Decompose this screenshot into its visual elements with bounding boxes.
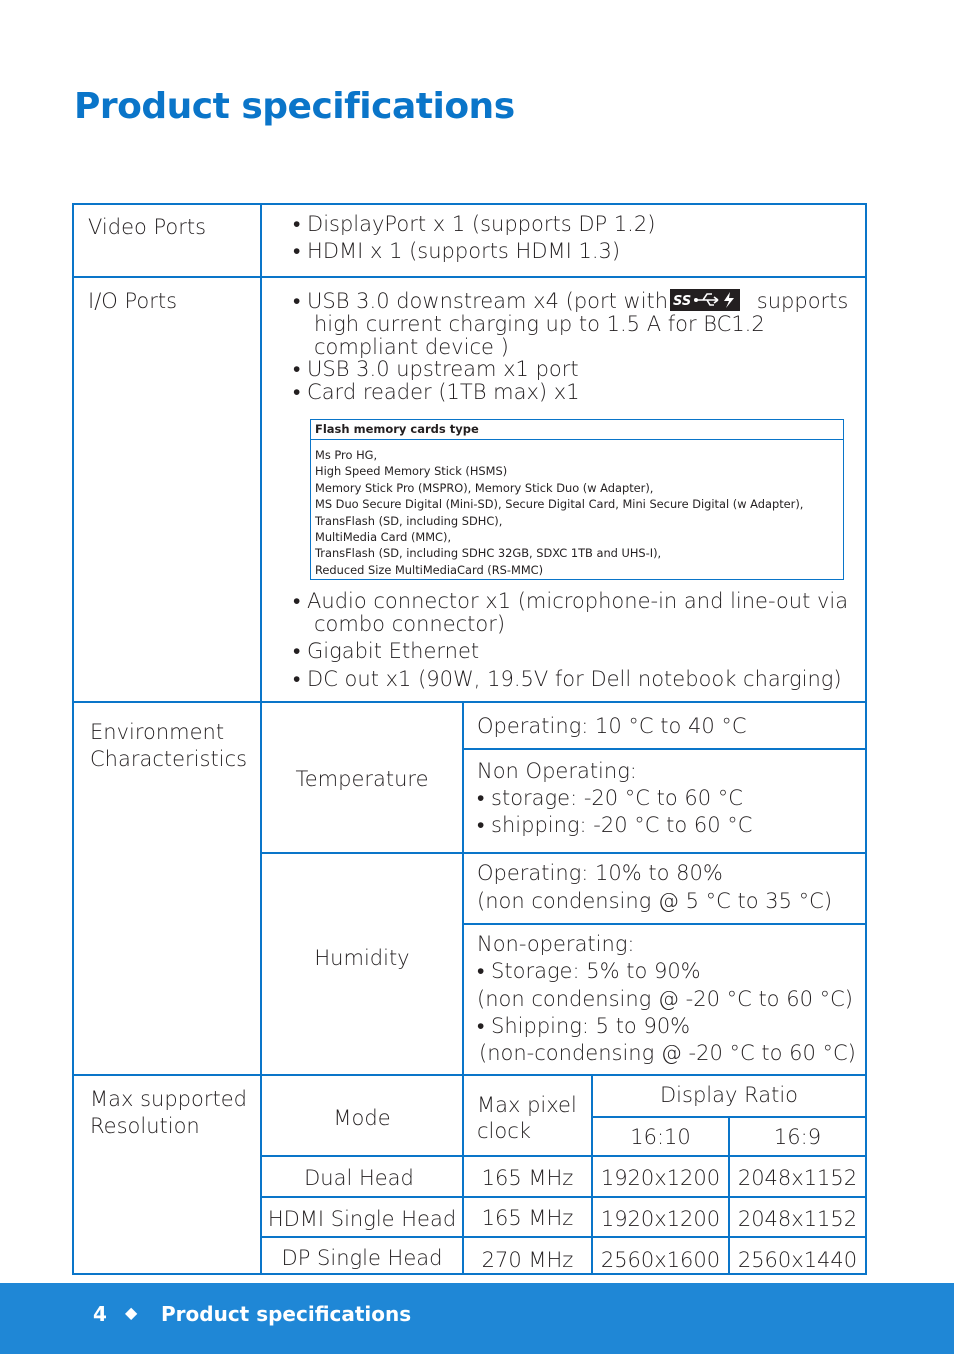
ratio-16-9-header: 16:9 (773, 1125, 822, 1149)
flash-memory-cards-list (311, 440, 843, 578)
mode-header: Mode (333, 1106, 391, 1130)
io-gigabit-ethernet: • Gigabit Ethernet (293, 639, 480, 663)
flash-card-item: MS Duo Secure Digital (Mini-SD), Secure Digital Card, Mini Secure Digital (w Adapter), (315, 497, 804, 512)
temperature-storage: • storage: -20 °C to 60 °C (477, 786, 743, 810)
resolution-16-9-cell: 2048x1152 (737, 1166, 858, 1190)
io-usb-downstream-text: • USB 3.0 downstream x4 (port with (293, 289, 669, 313)
flash-card-item: Reduced Size MultiMediaCard (RS-MMC) (315, 562, 544, 577)
clock-cell: 165 MHz (481, 1206, 574, 1230)
environment-label-line2: Characteristics (90, 747, 248, 771)
page-footer (0, 1283, 954, 1354)
humidity-storage-condition: (non condensing @ -20 °C to 60 °C) (477, 987, 853, 1011)
page-number: 4 (93, 1302, 107, 1326)
video-ports-label: Video Ports (88, 215, 207, 239)
io-usb-upstream: • USB 3.0 upstream x1 port (293, 357, 579, 381)
mode-cell: DP Single Head (281, 1246, 443, 1270)
table-border-top (72, 203, 867, 205)
row-divider-dual-head (260, 1196, 867, 1198)
ratio-16-10-header: 16:10 (630, 1125, 691, 1149)
flash-card-item: High Speed Memory Stick (HSMS) (315, 464, 508, 479)
io-audio-connector-line2: combo connector) (314, 612, 506, 636)
row-divider-hum-op (462, 923, 867, 925)
svg-text:SS: SS (673, 294, 692, 309)
table-border-right (865, 203, 867, 1275)
max-pixel-clock-header-line1: Max pixel (477, 1093, 577, 1117)
humidity-storage: • Storage: 5% to 90% (477, 959, 701, 983)
io-usb-downstream-text-b: supports (756, 289, 849, 313)
row-divider-environment (72, 1074, 867, 1076)
io-dc-out: • DC out x1 (90W, 19.5V for Dell notebook charging) (293, 667, 842, 691)
temperature-shipping: • shipping: -20 °C to 60 °C (477, 813, 753, 837)
flash-card-item: Ms Pro HG, (315, 448, 378, 462)
row-divider-io (72, 701, 867, 703)
mode-cell: Dual Head (304, 1166, 414, 1190)
flash-card-item: TransFlash (SD, including SDHC 32GB, SDXC 1TB and UHS-I), (315, 546, 662, 561)
page-title: Product specifications (74, 86, 515, 127)
flash-memory-cards-box (310, 419, 844, 580)
temperature-non-operating-title: Non Operating: (477, 759, 637, 783)
row-divider-temp-op (462, 748, 867, 750)
resolution-16-10-cell: 1920x1200 (600, 1166, 721, 1190)
row-divider-res-header (260, 1155, 867, 1157)
resolution-label-line1: Max supported (90, 1087, 247, 1111)
humidity-label: Humidity (314, 946, 410, 970)
diamond-separator-icon: ◆ (125, 1303, 138, 1322)
humidity-operating: Operating: 10% to 80% (477, 861, 723, 885)
resolution-label-line2: Resolution (90, 1114, 200, 1138)
flash-card-item: Memory Stick Pro (MSPRO), Memory Stick Duo (w Adapter), (315, 480, 654, 495)
io-audio-connector: • Audio connector x1 (microphone-in and line-out via (293, 589, 849, 613)
max-pixel-clock-header-line2: clock (477, 1119, 531, 1143)
humidity-shipping: • Shipping: 5 to 90% (477, 1014, 691, 1038)
flash-card-item: TransFlash (SD, including SDHC), (315, 513, 503, 528)
mode-cell: HDMI Single Head (267, 1207, 457, 1231)
resolution-16-9-cell: 2560x1440 (737, 1248, 858, 1272)
humidity-shipping-condition: (non-condensing @ -20 °C to 60 °C) (479, 1041, 856, 1065)
footer-section-title: Product specifications (161, 1302, 412, 1326)
humidity-non-operating-title: Non-operating: (477, 932, 635, 956)
clock-cell: 165 MHz (481, 1166, 574, 1190)
flash-memory-cards-header: Flash memory cards type (311, 420, 843, 440)
video-port-hdmi: • HDMI x 1 (supports HDMI 1.3) (293, 239, 621, 263)
io-usb-downstream-line3: compliant device ) (314, 335, 509, 359)
video-port-displayport: • DisplayPort x 1 (supports DP 1.2) (293, 212, 656, 236)
temperature-operating: Operating: 10 °C to 40 °C (477, 714, 747, 738)
row-divider-hdmi-single (260, 1236, 867, 1238)
temperature-label: Temperature (295, 767, 429, 791)
environment-label-line1: Environment (90, 720, 225, 744)
flash-card-item: MultiMedia Card (MMC), (315, 530, 452, 545)
row-divider-temperature (260, 852, 867, 854)
resolution-16-9-cell: 2048x1152 (737, 1207, 858, 1231)
resolution-16-10-cell: 2560x1600 (600, 1248, 721, 1272)
display-ratio-header: Display Ratio (660, 1083, 798, 1107)
humidity-operating-condition: (non condensing @ 5 °C to 35 °C) (477, 889, 833, 913)
io-ports-label: I/O Ports (88, 289, 178, 313)
io-card-reader: • Card reader (1TB max) x1 (293, 380, 580, 404)
io-usb-downstream-line2: high current charging up to 1.5 A for BC1.2 (314, 312, 765, 336)
resolution-16-10-cell: 1920x1200 (600, 1207, 721, 1231)
row-divider-video (72, 276, 867, 278)
clock-cell: 270 MHz (481, 1248, 574, 1272)
table-border-left (72, 203, 74, 1275)
